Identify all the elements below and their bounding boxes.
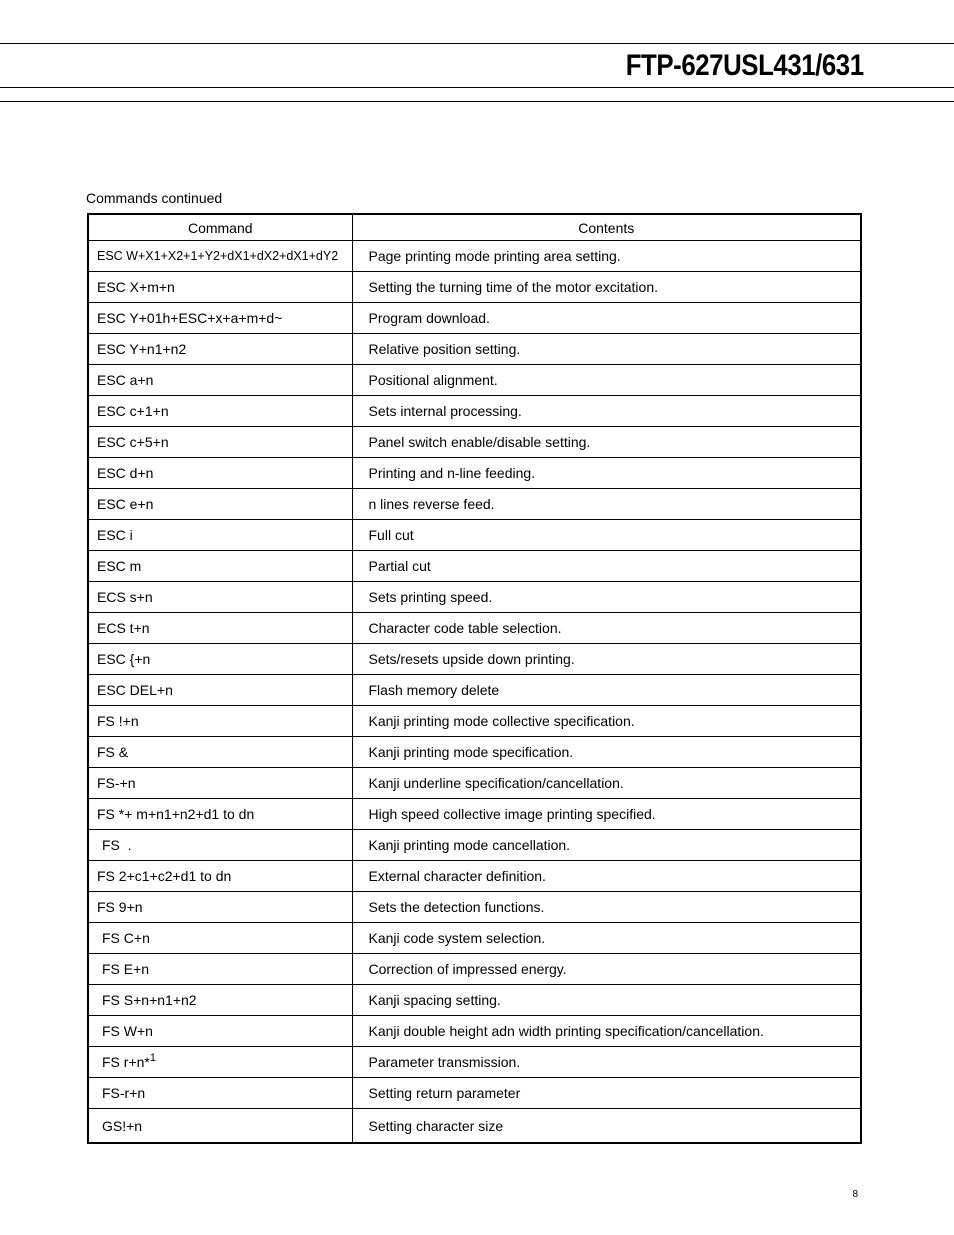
contents-cell: Kanji double height adn width printing specification/cancellation.	[352, 1016, 861, 1047]
contents-cell: Character code table selection.	[352, 613, 861, 644]
table-row	[88, 551, 861, 582]
command-cell: ESC d+n	[88, 458, 352, 489]
commands-table	[87, 213, 862, 1144]
contents-cell: Setting return parameter	[352, 1078, 861, 1109]
table-row	[88, 737, 861, 768]
command-cell: FS-r+n	[88, 1078, 352, 1109]
contents-cell: n lines reverse feed.	[352, 489, 861, 520]
table-row	[88, 613, 861, 644]
table-row	[88, 644, 861, 675]
contents-cell: Parameter transmission.	[352, 1047, 861, 1078]
contents-cell: Sets/resets upside down printing.	[352, 644, 861, 675]
table-row	[88, 675, 861, 706]
contents-cell: Sets internal processing.	[352, 396, 861, 427]
contents-cell: External character definition.	[352, 861, 861, 892]
table-row	[88, 954, 861, 985]
contents-cell: Panel switch enable/disable setting.	[352, 427, 861, 458]
command-cell: FS 9+n	[88, 892, 352, 923]
command-cell: FS &	[88, 737, 352, 768]
command-cell: ESC W+X1+X2+1+Y2+dX1+dX2+dX1+dY2	[88, 241, 352, 272]
table-row	[88, 892, 861, 923]
command-cell: ESC m	[88, 551, 352, 582]
command-cell: ESC e+n	[88, 489, 352, 520]
contents-cell: Sets the detection functions.	[352, 892, 861, 923]
contents-cell: Kanji underline specification/cancellation.	[352, 768, 861, 799]
header-rule-bottom	[0, 101, 954, 102]
command-cell: ESC X+m+n	[88, 272, 352, 303]
table-row	[88, 458, 861, 489]
header-rule-top	[0, 43, 954, 44]
table-row	[88, 1016, 861, 1047]
command-cell: FS !+n	[88, 706, 352, 737]
contents-cell: Kanji printing mode specification.	[352, 737, 861, 768]
table-row	[88, 272, 861, 303]
table-row	[88, 582, 861, 613]
command-cell: FS S+n+n1+n2	[88, 985, 352, 1016]
command-cell: ECS s+n	[88, 582, 352, 613]
table-row	[88, 303, 861, 334]
contents-cell: High speed collective image printing specified.	[352, 799, 861, 830]
table-row	[88, 985, 861, 1016]
table-row	[88, 334, 861, 365]
contents-cell: Page printing mode printing area setting.	[352, 241, 861, 272]
contents-cell: Kanji printing mode collective specification.	[352, 706, 861, 737]
column-header-contents: Contents	[352, 214, 861, 241]
table-row	[88, 365, 861, 396]
contents-cell: Program download.	[352, 303, 861, 334]
contents-cell: Sets printing speed.	[352, 582, 861, 613]
command-cell: FS-+n	[88, 768, 352, 799]
footnote-marker: 1	[149, 1052, 156, 1064]
table-row	[88, 489, 861, 520]
table-row	[88, 1109, 861, 1144]
table-row	[88, 706, 861, 737]
table-row	[88, 1078, 861, 1109]
contents-cell: Partial cut	[352, 551, 861, 582]
command-cell: FS *+ m+n1+n2+d1 to dn	[88, 799, 352, 830]
table-row	[88, 861, 861, 892]
table-header-row	[88, 214, 861, 241]
command-cell: FS E+n	[88, 954, 352, 985]
command-cell: ESC a+n	[88, 365, 352, 396]
contents-cell: Relative position setting.	[352, 334, 861, 365]
contents-cell: Kanji printing mode cancellation.	[352, 830, 861, 861]
contents-cell: Positional alignment.	[352, 365, 861, 396]
section-caption: Commands continued	[86, 190, 223, 206]
command-cell: FS .	[88, 830, 352, 861]
column-header-command: Command	[88, 214, 352, 241]
header-rule-middle	[0, 87, 954, 88]
command-cell: ESC Y+n1+n2	[88, 334, 352, 365]
contents-cell: Kanji code system selection.	[352, 923, 861, 954]
contents-cell: Flash memory delete	[352, 675, 861, 706]
table-row	[88, 799, 861, 830]
command-cell: FS W+n	[88, 1016, 352, 1047]
command-cell-with-footnote	[88, 1047, 352, 1078]
contents-cell: Kanji spacing setting.	[352, 985, 861, 1016]
table-row	[88, 520, 861, 551]
table-row	[88, 830, 861, 861]
table-row	[88, 427, 861, 458]
document-title: FTP-627USL431/631	[626, 49, 864, 82]
command-cell: ESC DEL+n	[88, 675, 352, 706]
command-cell: ECS t+n	[88, 613, 352, 644]
command-cell: ESC c+1+n	[88, 396, 352, 427]
command-cell: ESC c+5+n	[88, 427, 352, 458]
page-number: 8	[852, 1189, 858, 1200]
command-cell: ESC {+n	[88, 644, 352, 675]
command-cell: ESC Y+01h+ESC+x+a+m+d~	[88, 303, 352, 334]
command-cell: FS C+n	[88, 923, 352, 954]
contents-cell: Full cut	[352, 520, 861, 551]
table-row	[88, 396, 861, 427]
table-row	[88, 241, 861, 272]
contents-cell: Setting the turning time of the motor excitation.	[352, 272, 861, 303]
table-row	[88, 768, 861, 799]
table-row	[88, 1047, 861, 1078]
command-text: FS r+n*	[102, 1054, 150, 1070]
contents-cell: Setting character size	[352, 1109, 861, 1144]
command-cell: ESC i	[88, 520, 352, 551]
contents-cell: Correction of impressed energy.	[352, 954, 861, 985]
contents-cell: Printing and n-line feeding.	[352, 458, 861, 489]
command-cell: FS 2+c1+c2+d1 to dn	[88, 861, 352, 892]
command-cell: GS!+n	[88, 1109, 352, 1144]
table-row	[88, 923, 861, 954]
